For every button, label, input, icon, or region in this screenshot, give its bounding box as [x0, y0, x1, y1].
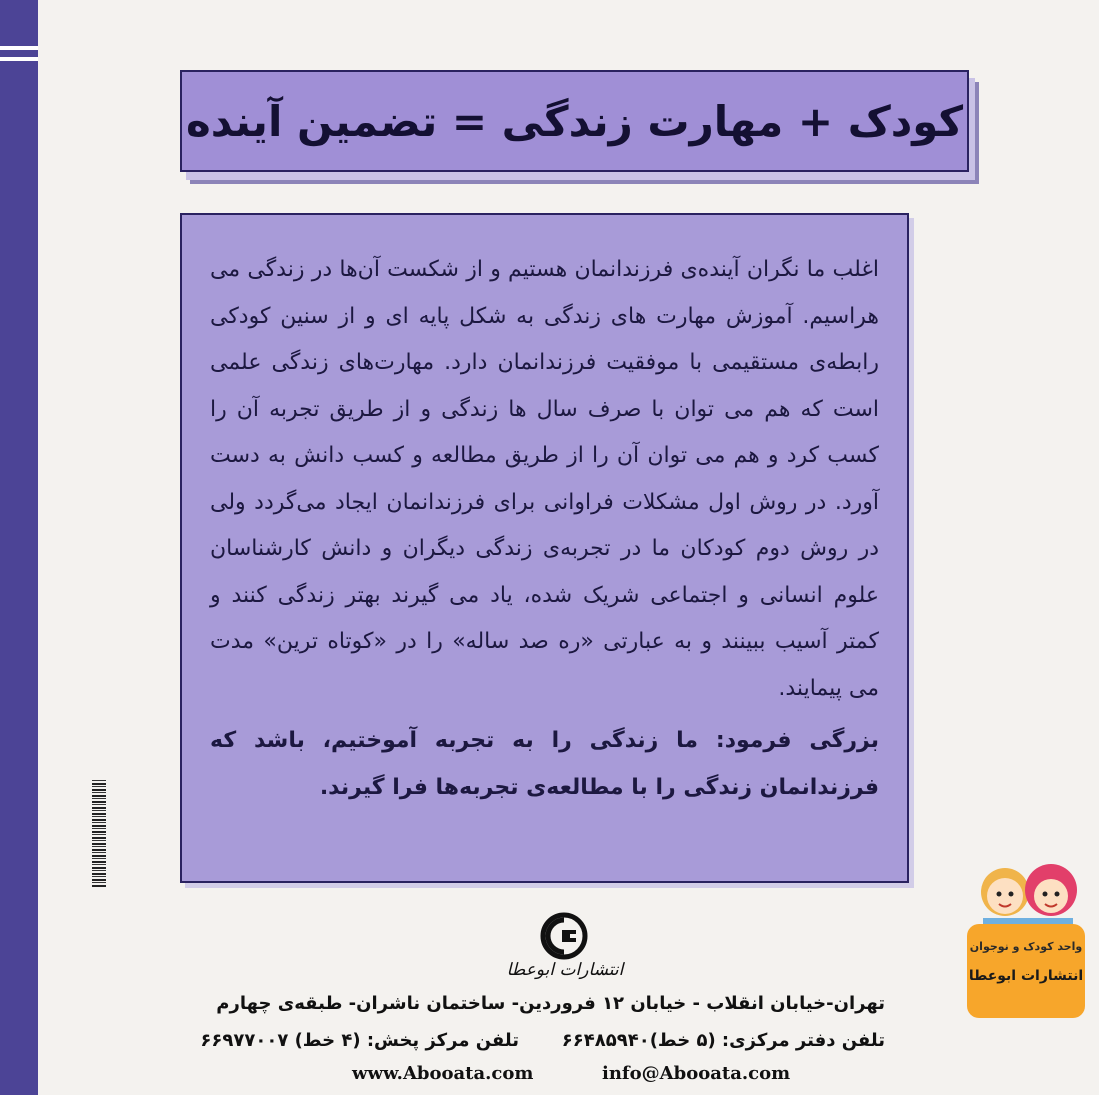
left-color-band	[0, 0, 38, 1095]
band-stripe	[0, 46, 38, 50]
badge-unit-label: واحد کودک و نوجوان	[969, 940, 1083, 953]
description-paragraph: اغلب ما نگران آینده‌ی فرزندانمان هستیم و از شکست آن‌ها در زندگی می هراسیم. آموزش مهارت های زندگی به شکل پایه ای و از سنین کودکی رابطه‌ی مستقیمی با موفقیت فرزندانمان دارد. مهارت‌های زندگی علمی است که هم می توان با صرف سال ها زندگی و از طریق تجربه آن را کسب کرد و هم می توان آن را از طریق مطالعه و کسب دانش به دست آورد. در روش اول مشکلات فراوانی برای فرزندانمان ایجاد می‌گردد ولی در روش دوم کودکان ما در تجربه‌ی زندگی دیگران و دانش کارشناسان علوم انسانی و اجتماعی شریک شده، یاد می گیرند بهتر زندگی کنند و کمتر آسیب ببینند و به عبارتی «ره صد ساله» را در «کوتاه ترین» مدت می پیمایند.	[210, 257, 879, 701]
title-banner	[180, 70, 969, 172]
publisher-address: تهران-خیابان انقلاب - خیابان ۱۲ فروردین- ساختمان ناشران- طبقه‌ی چهارم	[216, 993, 885, 1014]
cover-title: کودک + مهارت زندگی = تضمین آینده	[185, 96, 964, 146]
email-link[interactable]: info@Abooata.com	[602, 1063, 791, 1084]
publisher-name: انتشارات ابوعطا	[506, 960, 624, 980]
children-illustration-icon	[963, 852, 1089, 932]
central-office-phone: تلفن دفتر مرکزی: (۵ خط)۶۶۴۸۵۹۴۰	[561, 1030, 885, 1051]
publisher-logo-icon	[540, 912, 588, 960]
band-stripe	[0, 57, 38, 61]
description-box	[180, 213, 909, 883]
badge-publisher-label: انتشارات ابوعطا	[968, 968, 1084, 984]
website-link[interactable]: www.Abooata.com	[352, 1063, 534, 1084]
barcode	[92, 780, 106, 888]
quote-paragraph: بزرگی فرمود: ما زندگی را به تجربه آموختیم، باشد که فرزندانمان زندگی را با مطالعه‌ی تجربه‌ها فرا گیرند.	[210, 728, 879, 800]
distribution-phone: تلفن مرکز پخش: (۴ خط) ۶۶۹۷۷۰۰۷	[200, 1030, 519, 1051]
children-unit-badge	[963, 852, 1089, 1020]
